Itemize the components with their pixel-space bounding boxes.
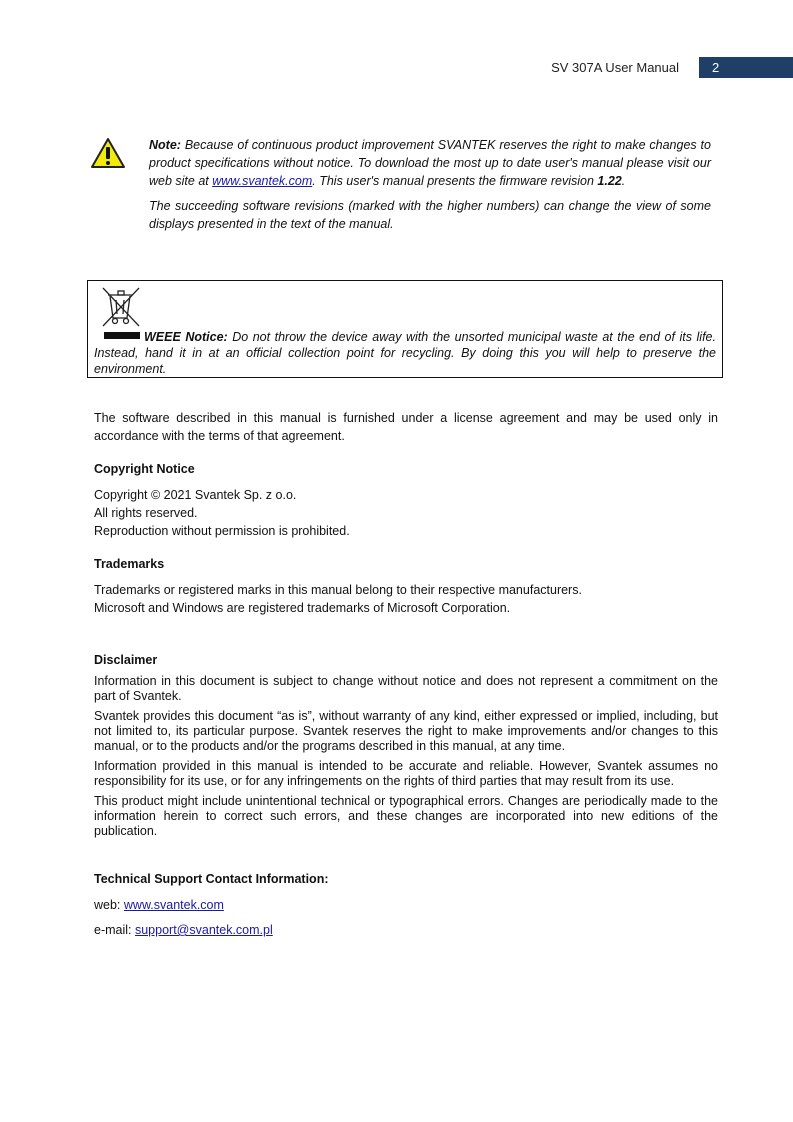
note-paragraph-2: The succeeding software revisions (marked with the higher numbers) can change the view of some displays presented in the text of the manual. <box>149 199 711 231</box>
support-heading: Technical Support Contact Information: <box>94 872 329 886</box>
copyright-heading: Copyright Notice <box>94 462 195 476</box>
trademarks-heading: Trademarks <box>94 557 165 571</box>
weee-notice-box <box>87 280 723 378</box>
note-label: Note: <box>149 138 181 152</box>
firmware-revision: 1.22 <box>597 174 622 188</box>
page-number: 2 <box>699 57 793 78</box>
disclaimer-paragraph: Information in this document is subject to change without notice and does not represent a commitment on the part of Svantek. <box>94 674 718 703</box>
reproduction-line: Reproduction without permission is prohibited. <box>94 524 350 538</box>
weee-notice-text: WEEE Notice: Do not throw the device away with the unsorted municipal waste at the end of its life. Instead, hand it in at an official collection point for recycling. By doing this you will help to preserve the environment. <box>94 330 716 376</box>
support-web-link[interactable]: www.svantek.com <box>123 898 224 912</box>
support-email-link[interactable]: support@svantek.com.pl <box>134 923 273 937</box>
disclaimer-paragraph: Svantek provides this document “as is”, without warranty of any kind, either expressed or implied, including, but not limited to, its particular purpose. Svantek reserves the right to make improvements and/or changes to this manual, or to the products and/or the programs described in this manual, at any time. <box>94 709 718 753</box>
crossed-out-bin-icon <box>99 284 143 332</box>
disclaimer-section <box>94 651 718 839</box>
note-paragraph: Note: Because of continuous product improvement SVANTEK reserves the right to make changes to product specifications without notice. To download the most up to date user's manual please visit our web site at www.svantek.com. This user's manual presents the firmware revision 1.22. <box>149 138 711 188</box>
support-section <box>94 870 718 939</box>
copyright-section <box>94 460 718 540</box>
weee-label: WEEE Notice: <box>144 330 228 344</box>
disclaimer-heading: Disclaimer <box>94 653 158 667</box>
svantek-website-link[interactable]: www.svantek.com <box>212 174 313 188</box>
trademarks-line: Trademarks or registered marks in this manual belong to their respective manufacturers. <box>94 583 582 597</box>
support-email-line: e-mail: support@svantek.com.pl <box>94 923 273 937</box>
rights-line: All rights reserved. <box>94 506 198 520</box>
microsoft-line: Microsoft and Windows are registered trademarks of Microsoft Corporation. <box>94 601 511 615</box>
support-web-line: web: www.svantek.com <box>94 898 224 912</box>
disclaimer-paragraph: This product might include unintentional technical or typographical errors. Changes are periodically made to the information herein to correct such errors, and these changes are incorporated into new editions of the publication. <box>94 794 718 838</box>
disclaimer-paragraph: Information provided in this manual is intended to be accurate and reliable. However, Svantek assumes no responsibility for its use, or for any infringements on the rights of third parties that may result from its use. <box>94 759 718 788</box>
warning-triangle-icon <box>90 136 126 172</box>
trademarks-section <box>94 555 718 617</box>
copyright-line: Copyright © 2021 Svantek Sp. z o.o. <box>94 488 297 502</box>
note-block <box>149 136 711 233</box>
weee-bar <box>104 332 140 339</box>
document-title: SV 307A User Manual <box>551 60 679 75</box>
license-paragraph: The software described in this manual is furnished under a license agreement and may be used only in accordance with the terms of that agreement. <box>94 411 718 443</box>
